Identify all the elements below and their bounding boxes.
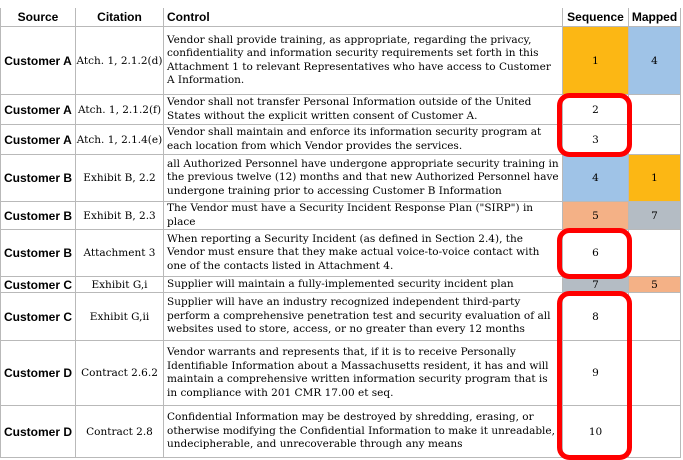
sequence-cell: 7 [563,277,629,293]
sequence-cell: 8 [563,293,629,341]
sequence-cell: 10 [563,406,629,458]
source-cell: Customer A [1,95,76,125]
mapped-cell: 4 [629,27,681,95]
mapped-cell [629,293,681,341]
sequence-cell: 1 [563,27,629,95]
source-cell: Customer B [1,230,76,277]
source-cell: Customer B [1,202,76,230]
header-row [1,8,681,27]
control-cell: Vendor warrants and represents that, if it is to receive Personally Identifiable Information about a Massachusetts resident, it has and will maintain a comprehensive written information security program that is in compliance with 201 CMR 17.00 et seq. [164,341,563,406]
citation-cell: Exhibit G,ii [76,293,164,341]
source-cell: Customer D [1,341,76,406]
header-control: Control [164,8,563,27]
table-row [1,293,681,341]
sequence-cell: 3 [563,125,629,155]
header-mapped: Mapped [629,8,681,27]
table-row [1,95,681,125]
mapped-cell [629,125,681,155]
sequence-cell: 2 [563,95,629,125]
citation-cell: Contract 2.8 [76,406,164,458]
source-cell: Customer A [1,125,76,155]
control-cell: Confidential Information may be destroyed by shredding, erasing, or otherwise modifying the Confidential Information to make it unreadable, undecipherable, and unrecoverable through any means [164,406,563,458]
source-cell: Customer A [1,27,76,95]
header-source: Source [1,8,76,27]
control-cell: Supplier will maintain a fully-implemented security incident plan [164,277,563,293]
control-cell: The Vendor must have a Security Incident Response Plan ("SIRP") in place [164,202,563,230]
sequence-cell: 6 [563,230,629,277]
table-row [1,230,681,277]
table-row [1,27,681,95]
citation-cell: Attachment 3 [76,230,164,277]
citation-cell: Exhibit B, 2.3 [76,202,164,230]
citation-cell: Exhibit B, 2.2 [76,155,164,202]
citation-cell: Exhibit G,i [76,277,164,293]
citation-cell: Atch. 1, 2.1.2(d) [76,27,164,95]
sequence-cell: 4 [563,155,629,202]
table-row [1,406,681,458]
mapped-cell [629,230,681,277]
controls-table [0,8,681,458]
table-row [1,125,681,155]
mapped-cell [629,95,681,125]
mapped-cell: 1 [629,155,681,202]
citation-cell: Atch. 1, 2.1.2(f) [76,95,164,125]
citation-cell: Atch. 1, 2.1.4(e) [76,125,164,155]
control-cell: all Authorized Personnel have undergone appropriate security training in the previous twelve (12) months and that new Authorized Personnel have undergone training prior to accessing Customer B Information [164,155,563,202]
control-cell: Vendor shall maintain and enforce its information security program at each location from which Vendor provides the services. [164,125,563,155]
control-cell: Vendor shall provide training, as appropriate, regarding the privacy, confidentiality and information security requirements set forth in this Attachment 1 to relevant Representatives who have access to Customer A Information. [164,27,563,95]
mapped-cell [629,341,681,406]
mapped-cell: 5 [629,277,681,293]
source-cell: Customer D [1,406,76,458]
header-sequence: Sequence [563,8,629,27]
source-cell: Customer C [1,293,76,341]
mapped-cell: 7 [629,202,681,230]
table-row [1,341,681,406]
sequence-cell: 5 [563,202,629,230]
sequence-cell: 9 [563,341,629,406]
control-cell: Vendor shall not transfer Personal Information outside of the United States without the explicit written consent of Customer A. [164,95,563,125]
header-citation: Citation [76,8,164,27]
table-row [1,277,681,293]
mapped-cell [629,406,681,458]
source-cell: Customer B [1,155,76,202]
table-row [1,155,681,202]
control-cell: Supplier will have an industry recognized independent third-party perform a comprehensive penetration test and security evaluation of all websites used to store, access, or no greater than every 12 months [164,293,563,341]
source-cell: Customer C [1,277,76,293]
table-row [1,202,681,230]
citation-cell: Contract 2.6.2 [76,341,164,406]
control-cell: When reporting a Security Incident (as defined in Section 2.4), the Vendor must ensure that they make actual voice-to-voice contact with one of the contacts listed in Attachment 4. [164,230,563,277]
